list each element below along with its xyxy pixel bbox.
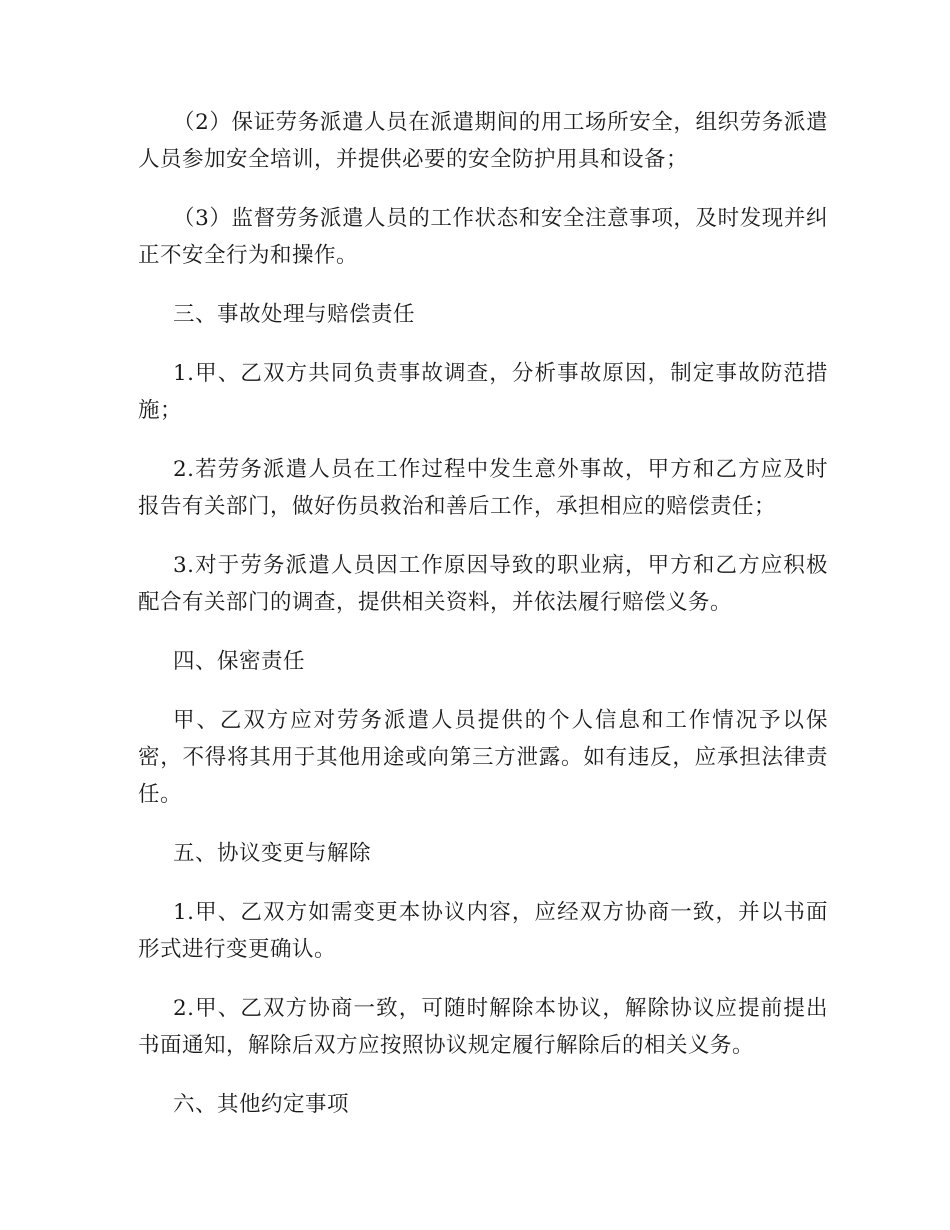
accident-item-3: 3.对于劳务派遣人员因工作原因导致的职业病，甲方和乙方应积极配合有关部门的调查，提供相关资料，并依法履行赔偿义务。 <box>138 553 828 615</box>
accident-item-1: 1.甲、乙双方共同负责事故调查，分析事故原因，制定事故防范措施； <box>138 361 828 423</box>
accident-item-2: 2.若劳务派遣人员在工作过程中发生意外事故，甲方和乙方应及时报告有关部门，做好伤员救治和善后工作，承担相应的赔偿责任； <box>138 457 828 519</box>
section-heading-change-termination: 五、协议变更与解除 <box>173 841 372 866</box>
clause-3-supervision: （3）监督劳务派遣人员的工作状态和安全注意事项，及时发现并纠正不安全行为和操作。 <box>138 206 828 268</box>
clause-2-venue-safety: （2）保证劳务派遣人员在派遣期间的用工场所安全，组织劳务派遣人员参加安全培训，并提供必要的安全防护用具和设备； <box>138 110 828 172</box>
section-heading-confidentiality: 四、保密责任 <box>173 649 306 674</box>
section-heading-other: 六、其他约定事项 <box>173 1092 350 1117</box>
confidentiality-text: 甲、乙双方应对劳务派遣人员提供的个人信息和工作情况予以保密，不得将其用于其他用途或向第三方泄露。如有违反，应承担法律责任。 <box>138 708 828 807</box>
change-item-2: 2.甲、乙双方协商一致，可随时解除本协议，解除协议应提前提出书面通知，解除后双方应按照协议规定履行解除后的相关义务。 <box>138 996 828 1058</box>
change-item-1: 1.甲、乙双方如需变更本协议内容，应经双方协商一致，并以书面形式进行变更确认。 <box>138 900 828 962</box>
section-heading-accident: 三、事故处理与赔偿责任 <box>173 302 416 327</box>
document-body <box>138 104 828 1145</box>
